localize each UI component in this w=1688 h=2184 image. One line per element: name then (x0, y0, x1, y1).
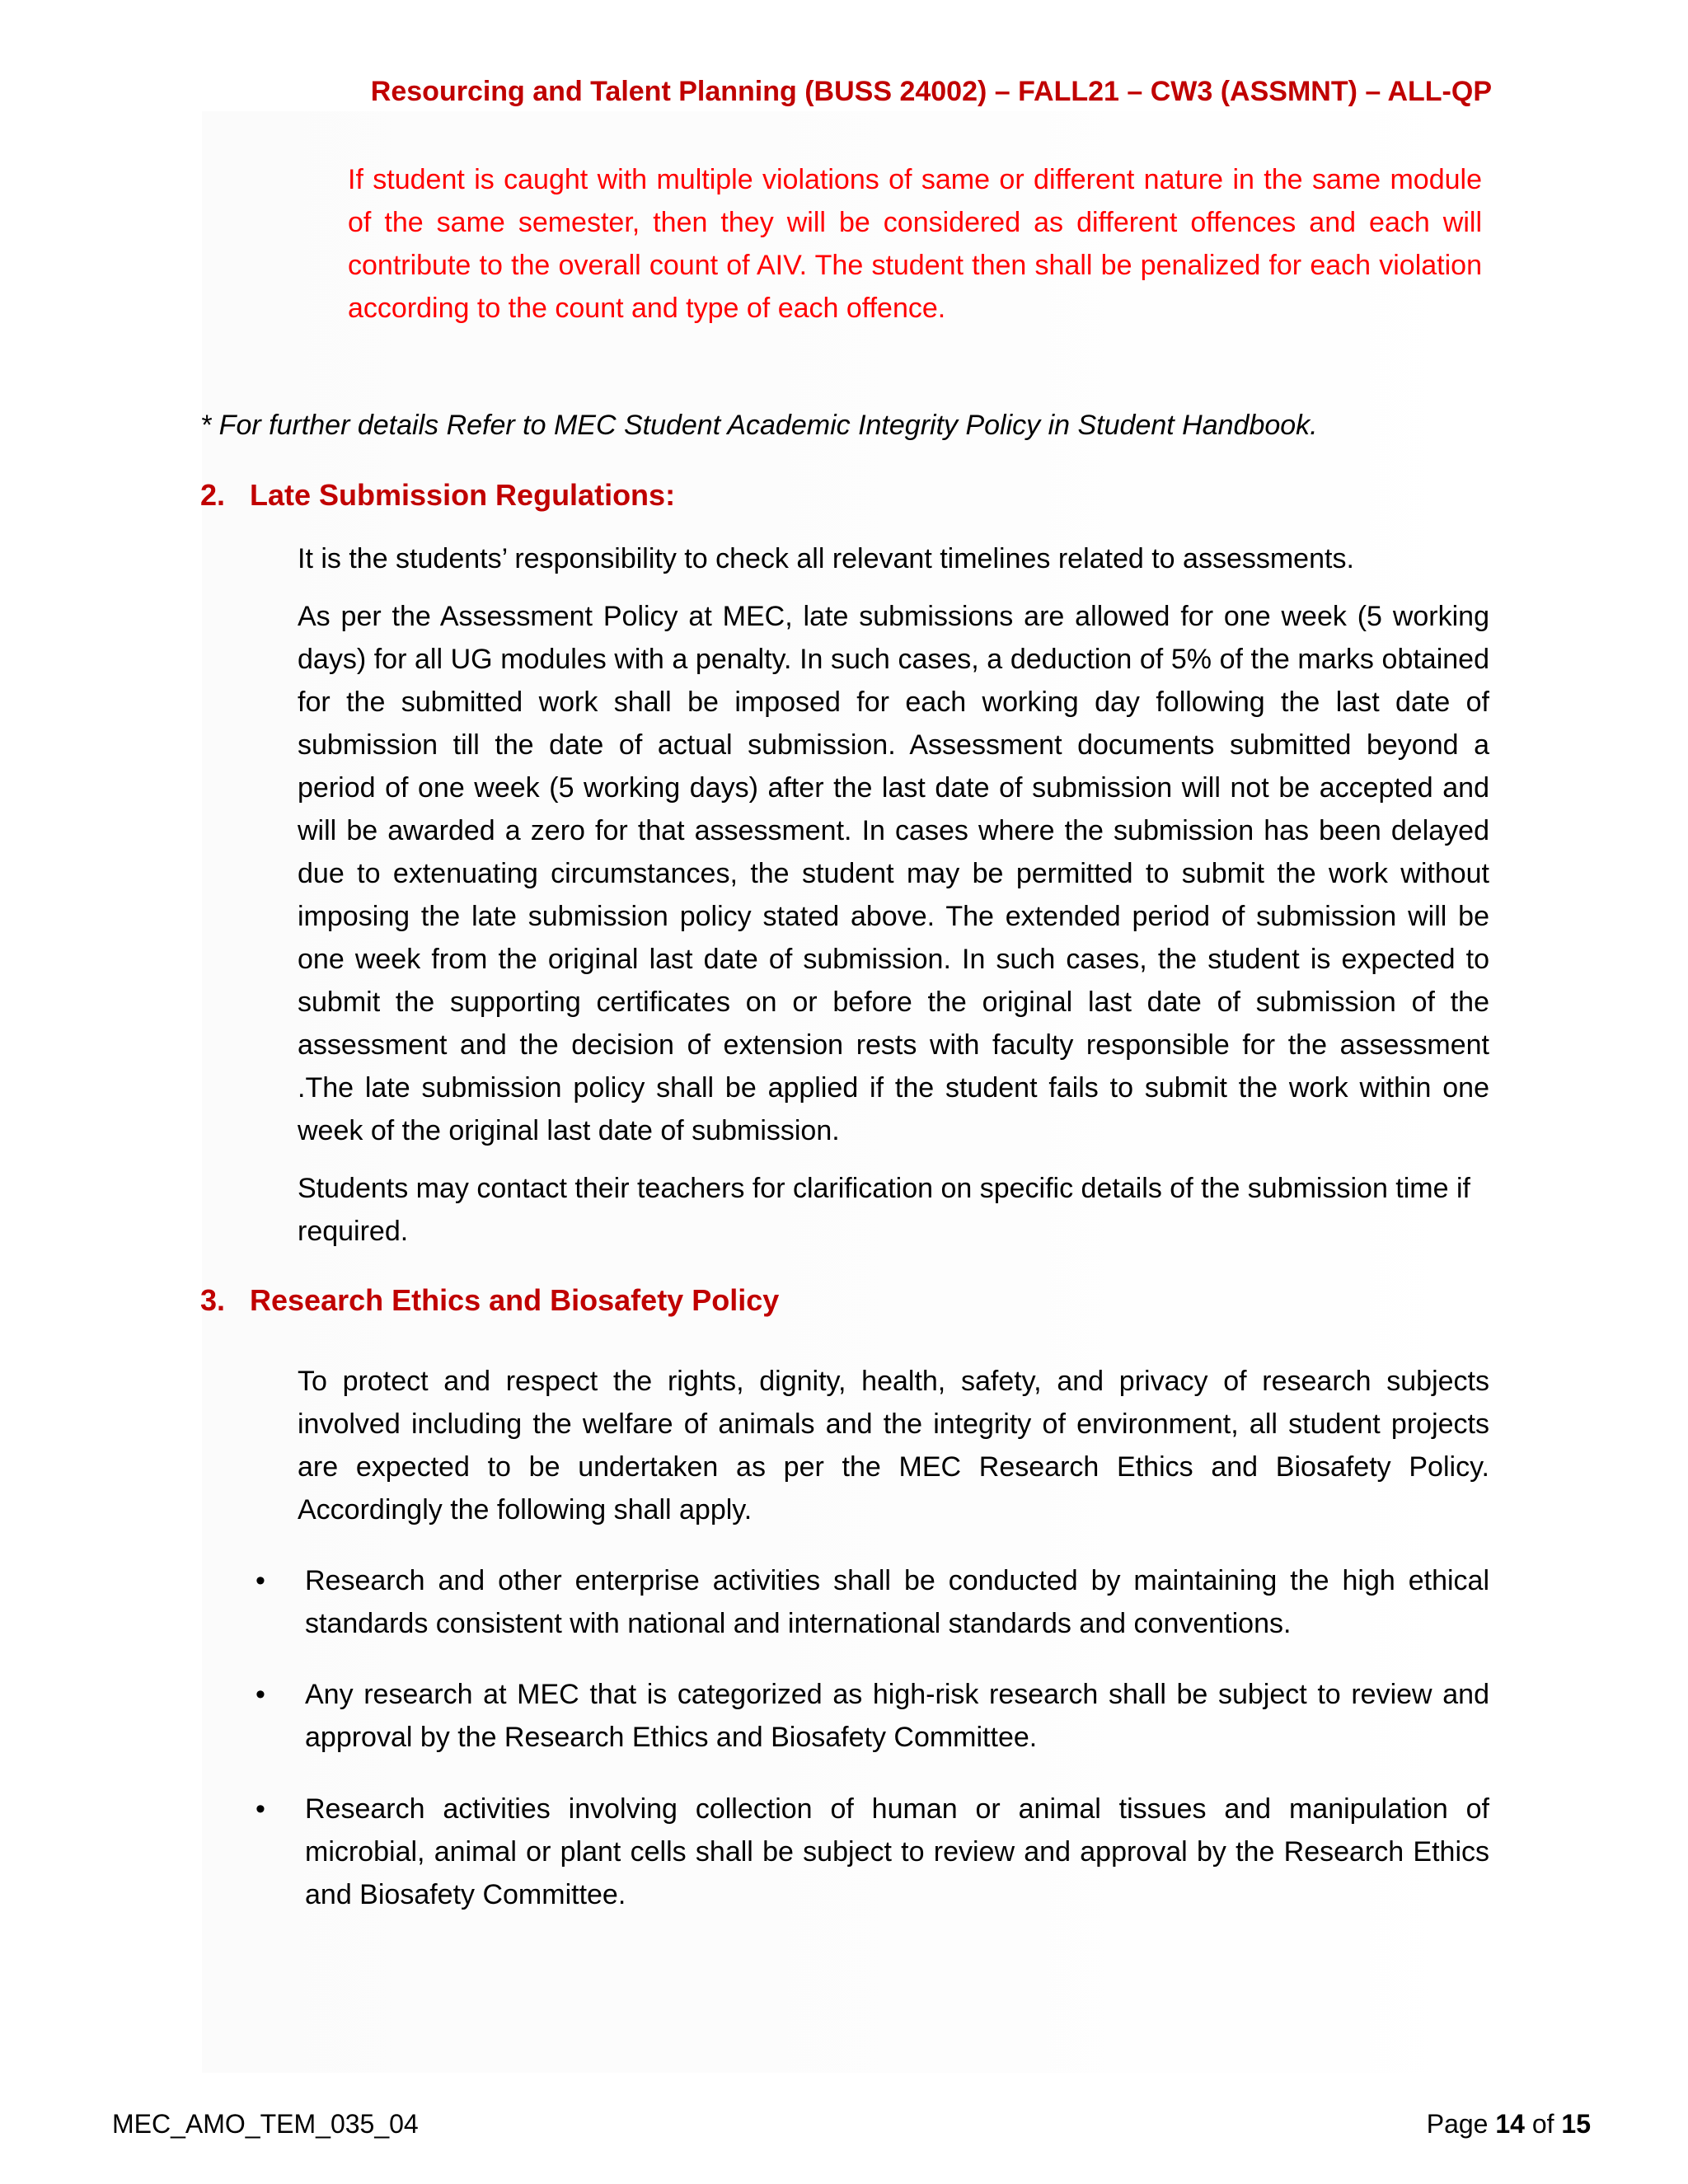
section-heading-late-submission (200, 478, 675, 513)
bullet-icon: • (256, 1793, 265, 1825)
footer-page-number (1427, 2109, 1591, 2139)
section-number: 3. (200, 1283, 226, 1317)
paragraph-ethics-intro: To protect and respect the rights, dignity, health, safety, and privacy of research subjects involved including the welfare of animals and the integrity of environment, all student projects are expected to be undertaken as per the MEC Research Ethics and Biosafety Policy. Accordingly the following shall apply. (298, 1366, 1489, 1526)
further-details-note: * For further details Refer to MEC Student Academic Integrity Policy in Student Handbook. (200, 410, 1318, 441)
list-item-text: Any research at MEC that is categorized as high-risk research shall be subject to review and approval by the Research Ethics and Biosafety Committee. (305, 1679, 1489, 1753)
section-heading-research-ethics (200, 1283, 779, 1318)
page-label: Page (1426, 2109, 1489, 2139)
page-total: 15 (1561, 2109, 1591, 2139)
aiv-penalty-note: If student is caught with multiple violations of same or different nature in the same module of the same semester, then they will be considered as different offences and each will contribute to the overall count of AIV. The student then shall be penalized for each violation according to the count and type of each offence. (348, 164, 1482, 324)
section-title: Late Submission Regulations: (250, 478, 676, 512)
bullet-icon: • (256, 1679, 265, 1710)
footer-doc-code: MEC_AMO_TEM_035_04 (112, 2109, 419, 2139)
bullet-icon: • (256, 1565, 265, 1596)
paragraph-responsibility: It is the students’ responsibility to check all relevant timelines related to assessments. (298, 543, 1354, 574)
document-header-title: Resourcing and Talent Planning (BUSS 24002) – FALL21 – CW3 (ASSMNT) – ALL-QP (370, 76, 1492, 107)
paragraph-late-policy: As per the Assessment Policy at MEC, late submissions are allowed for one week (5 working days) for all UG modules with a penalty. In such cases, a deduction of 5% of the marks obtained for the submitted work shall be imposed for each working day following the last date of submission till the date of actual submission. Assessment documents submitted beyond a period of one week (5 working days) after the last date of submission will not be accepted and will be awarded a zero for that assessment. In cases where the submission has been delayed due to extenuating circumstances, the student may be permitted to submit the work without imposing the late submission policy stated above. The extended period of submission will be one week from the original last date of submission. In such cases, the student is expected to submit the supporting certificates on or before the original last date of submission of the assessment and the decision of extension rests with faculty responsible for the assessment .The late submission policy shall be applied if the student fails to submit the work within one week of the original last date of submission. (298, 601, 1489, 1146)
list-item-text: Research activities involving collection of human or animal tissues and manipulation of microbial, animal or plant cells shall be subject to review and approval by the Research Ethics and Biosafety Committee. (305, 1793, 1489, 1910)
section-number: 2. (200, 478, 226, 512)
section-title: Research Ethics and Biosafety Policy (250, 1283, 780, 1317)
list-item-text: Research and other enterprise activities shall be conducted by maintaining the high ethical standards consistent with national and international standards and conventions. (305, 1565, 1489, 1639)
paragraph-contact-teachers: Students may contact their teachers for clarification on specific details of the submission time if required. (298, 1173, 1470, 1247)
page-current: 14 (1495, 2109, 1525, 2139)
page-of: of (1531, 2109, 1554, 2139)
